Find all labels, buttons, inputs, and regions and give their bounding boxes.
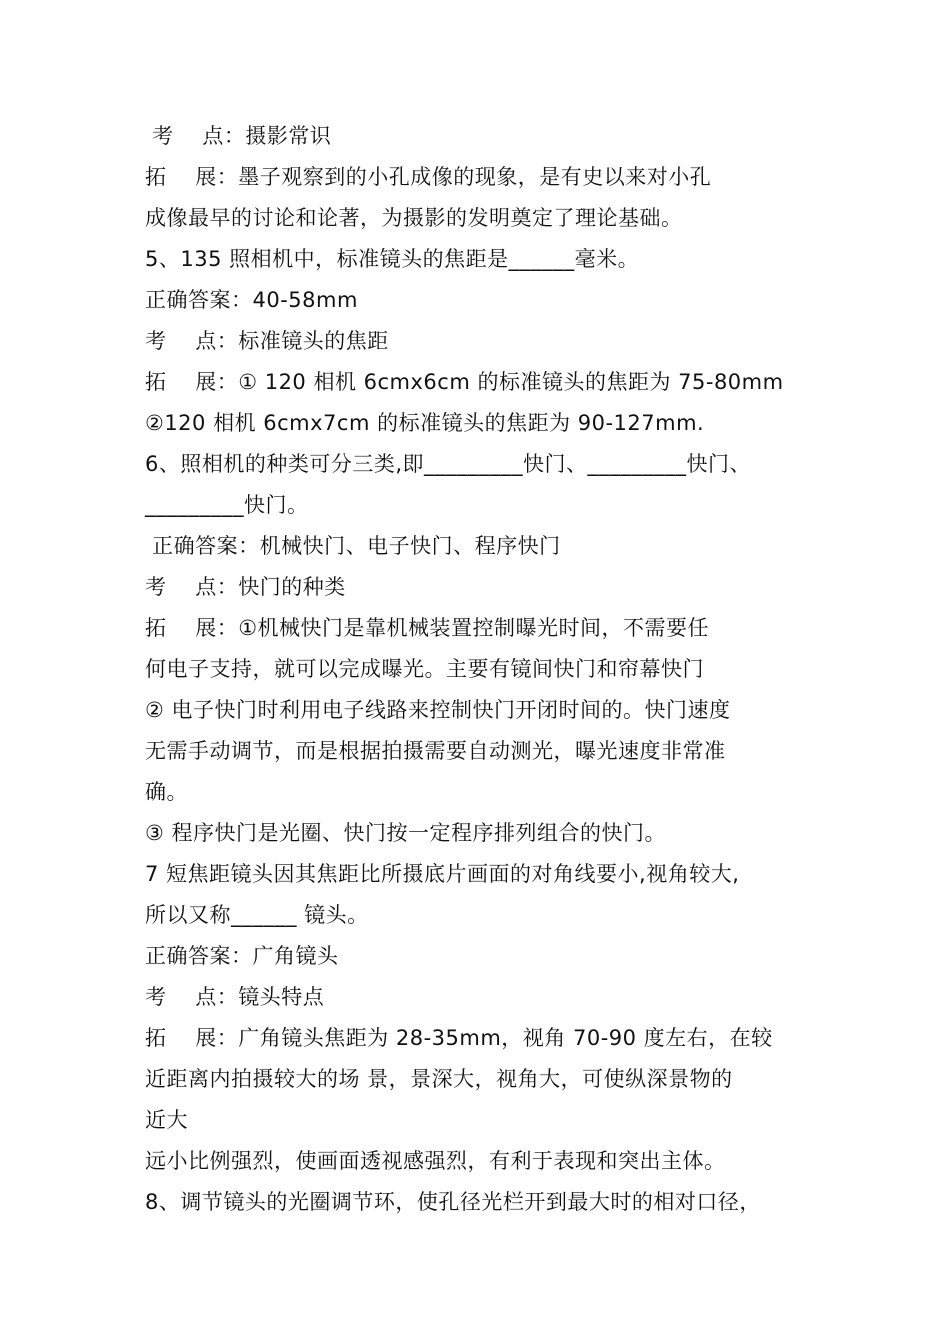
text-line: ②120 相机 6cmx7cm 的标准镜头的焦距为 90-127mm. <box>145 411 705 435</box>
text-line: 确。 <box>145 780 188 804</box>
text-line: _________快门。 <box>145 493 309 517</box>
text-line: 远小比例强烈，使画面透视感强烈，有利于表现和突出主体。 <box>145 1149 726 1173</box>
text-line: 正确答案：机械快门、电子快门、程序快门 <box>145 534 561 558</box>
text-line: 拓 展：墨子观察到的小孔成像的现象，是有史以来对小孔 <box>145 165 712 189</box>
text-line: 拓 展：①机械快门是靠机械装置控制曝光时间，不需要任 <box>145 616 710 640</box>
text-line: ③ 程序快门是光圈、快门按一定程序排列组合的快门。 <box>145 821 666 845</box>
text-line: 成像最早的讨论和论著，为摄影的发明奠定了理论基础。 <box>145 206 683 230</box>
text-line: 正确答案：广角镜头 <box>145 944 339 968</box>
text-line: 7 短焦距镜头因其焦距比所摄底片画面的对角线要小,视角较大, <box>145 862 740 886</box>
text-line: 考 点：快门的种类 <box>145 575 346 599</box>
text-line: 何电子支持，就可以完成曝光。主要有镜间快门和帘幕快门 <box>145 657 704 681</box>
text-line: 考 点：标准镜头的焦距 <box>145 329 389 353</box>
text-line: 正确答案：40-58mm <box>145 288 358 312</box>
text-line: 考 点：镜头特点 <box>145 985 325 1009</box>
text-line: ② 电子快门时利用电子线路来控制快门开闭时间的。快门速度 <box>145 698 731 722</box>
text-line: 近距离内拍摄较大的场 景，景深大，视角大，可使纵深景物的 <box>145 1067 733 1091</box>
text-line: 6、照相机的种类可分三类,即_________快门、_________快门、 <box>145 452 752 476</box>
text-line: 无需手动调节，而是根据拍摄需要自动测光，曝光速度非常准 <box>145 739 726 763</box>
text-line: 8、调节镜头的光圈调节环，使孔径光栏开到最大时的相对口径， <box>145 1190 761 1214</box>
text-line: 拓 展：① 120 相机 6cmx6cm 的标准镜头的焦距为 75-80mm <box>145 370 784 394</box>
text-line: 近大 <box>145 1108 188 1132</box>
text-line: 拓 展：广角镜头焦距为 28-35mm，视角 70-90 度左右，在较 <box>145 1026 773 1050</box>
text-line: 5、135 照相机中，标准镜头的焦距是______毫米。 <box>145 247 640 271</box>
text-line: 所以又称______ 镜头。 <box>145 903 369 927</box>
text-line: 考 点：摄影常识 <box>145 124 332 148</box>
